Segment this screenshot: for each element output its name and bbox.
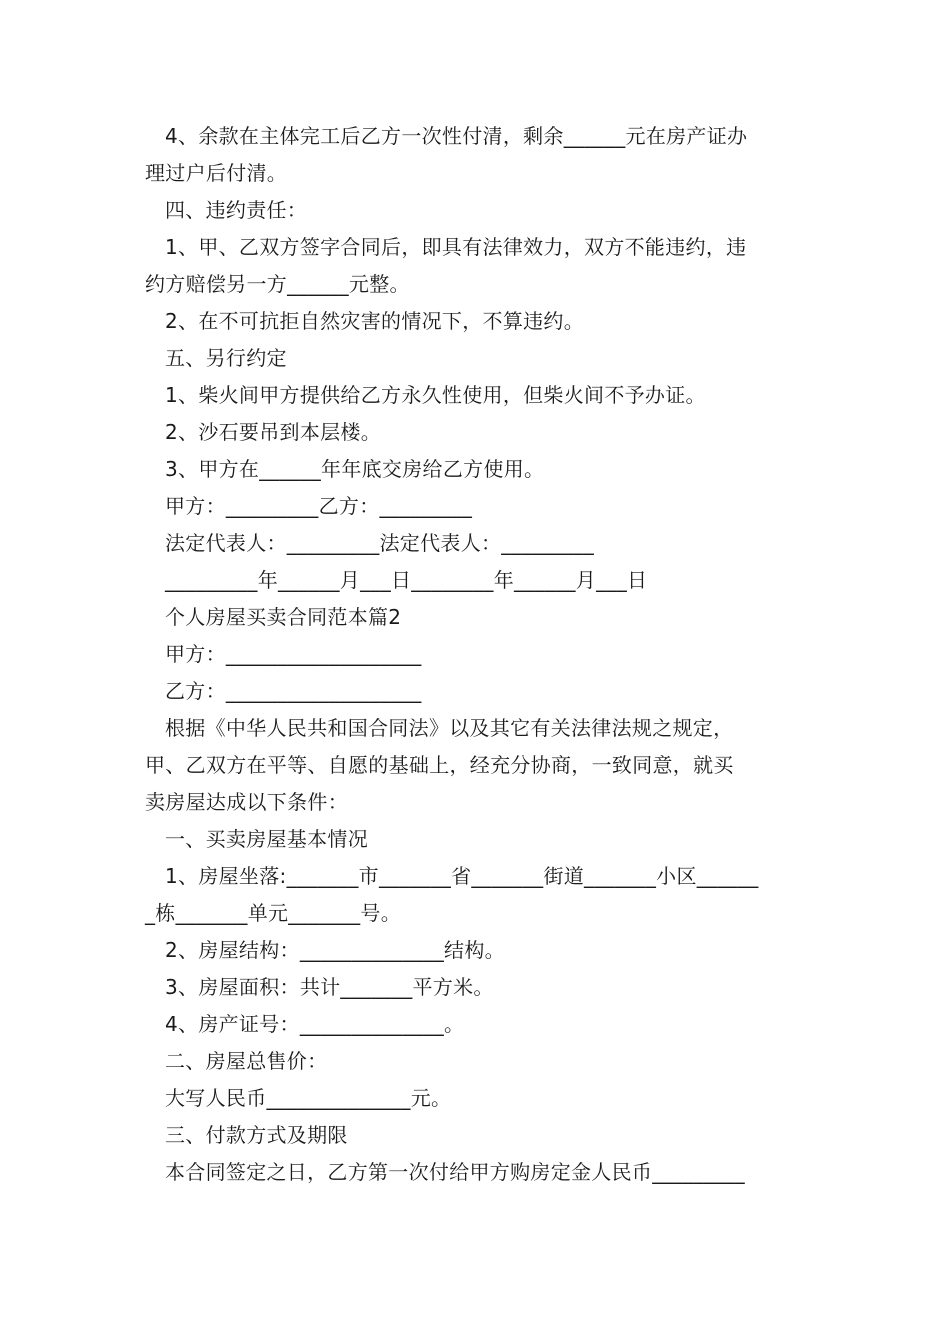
section-heading: 五、另行约定 (165, 346, 287, 370)
paragraph-line: 卖房屋达成以下条件： (145, 790, 348, 814)
signature-line: 法定代表人：_________法定代表人：_________ (165, 531, 594, 555)
paragraph-line: 1、柴火间甲方提供给乙方永久性使用，但柴火间不予办证。 (165, 383, 706, 407)
paragraph-line: 理过户后付清。 (145, 161, 288, 185)
section-heading: 二、房屋总售价： (165, 1049, 328, 1073)
document-title: 个人房屋买卖合同范本篇2 (165, 605, 402, 629)
section-heading: 一、买卖房屋基本情况 (165, 827, 368, 851)
date-line: _________年______月___日________年______月___日 (165, 568, 648, 592)
paragraph-line: 甲、乙双方在平等、自愿的基础上，经充分协商，一致同意，就买 (145, 753, 734, 777)
paragraph-line: 2、在不可抗拒自然灾害的情况下，不算违约。 (165, 309, 585, 333)
party-a-line: 甲方：___________________ (165, 642, 422, 666)
party-b-line: 乙方：___________________ (165, 679, 422, 703)
section-heading: 四、违约责任： (165, 198, 308, 222)
paragraph-line: 3、房屋面积：共计_______平方米。 (165, 975, 494, 999)
paragraph-line: 3、甲方在______年年底交房给乙方使用。 (165, 457, 545, 481)
paragraph-line: _栋_______单元_______号。 (145, 901, 401, 925)
paragraph-line: 4、房产证号：______________。 (165, 1012, 465, 1036)
section-heading: 三、付款方式及期限 (165, 1123, 348, 1147)
paragraph-line: 大写人民币______________元。 (165, 1086, 452, 1110)
document-body (145, 118, 809, 1191)
paragraph-line: 约方赔偿另一方______元整。 (145, 272, 410, 296)
paragraph-line: 2、沙石要吊到本层楼。 (165, 420, 382, 444)
paragraph-line: 2、房屋结构：______________结构。 (165, 938, 505, 962)
paragraph-line: 4、余款在主体完工后乙方一次性付清，剩余______元在房产证办 (165, 124, 748, 148)
paragraph-line: 1、甲、乙双方签字合同后，即具有法律效力，双方不能违约，违 (165, 235, 747, 259)
paragraph-line: 本合同签定之日，乙方第一次付给甲方购房定金人民币_________ (165, 1160, 745, 1184)
paragraph-line: 1、房屋坐落:_______市_______省_______街道_______小区______ (165, 864, 759, 888)
signature-line: 甲方：_________乙方：_________ (165, 494, 473, 518)
paragraph-line: 根据《中华人民共和国合同法》以及其它有关法律法规之规定， (165, 716, 734, 740)
